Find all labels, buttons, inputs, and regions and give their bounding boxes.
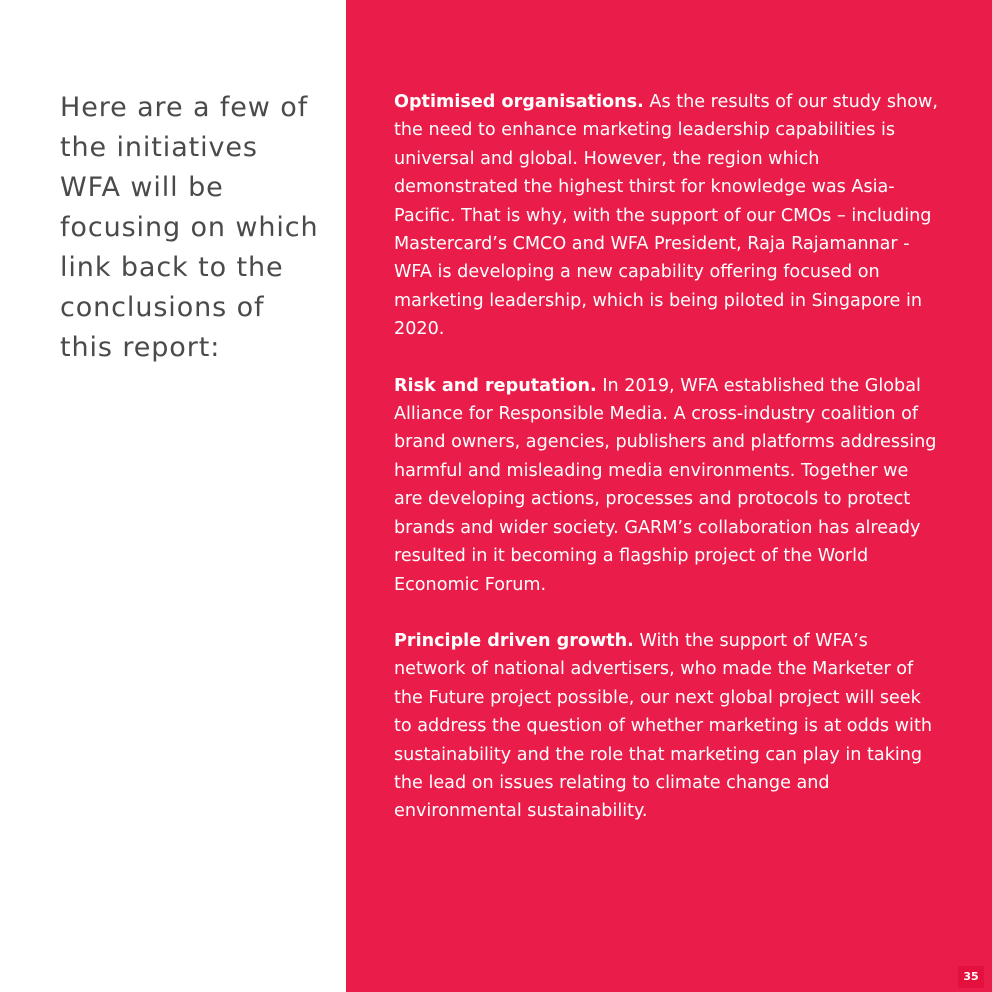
initiative-principle-driven-growth [394, 627, 940, 826]
initiative-title: Risk and reputation. [394, 375, 597, 396]
initiative-body: In 2019, WFA established the Global Alliance for Responsible Media. A cross-industry coalition of brand owners, agencies, publishers and platforms addressing harmful and misleading media environments. Together we are developing actions, processes and protocols to protect brands and wider society. GARM’s collaboration has already resulted in it becoming a flagship project of the World Economic Forum. [394, 375, 937, 595]
initiative-optimised-organisations [394, 88, 940, 344]
initiative-body: With the support of WFA’s network of national advertisers, who made the Marketer of the Future project possible, our next global project will seek to address the question of whether marketing is at odds with sustainability and the role that marketing can play in taking the lead on issues relating to climate change and environmental sustainability. [394, 630, 932, 822]
intro-heading: Here are a few of the initiatives WFA will be focusing on which link back to the conclusions of this report: [60, 92, 319, 363]
initiatives-list [394, 88, 940, 854]
right-panel [346, 0, 992, 992]
page-number-badge: 35 [958, 966, 984, 988]
initiative-body: As the results of our study show, the need to enhance marketing leadership capabilities is universal and global. However, the region which demonstrated the highest thirst for knowledge was Asia-Pacific. That is why, with the support of our CMOs – including Mastercard’s CMCO and WFA President, Raja Rajamannar - WFA is developing a new capability offering focused on marketing leadership, which is being piloted in Singapore in 2020. [394, 92, 938, 340]
left-panel [0, 0, 346, 992]
initiative-title: Optimised organisations. [394, 92, 644, 112]
initiative-risk-and-reputation [394, 372, 940, 599]
initiative-title: Principle driven growth. [394, 630, 634, 651]
